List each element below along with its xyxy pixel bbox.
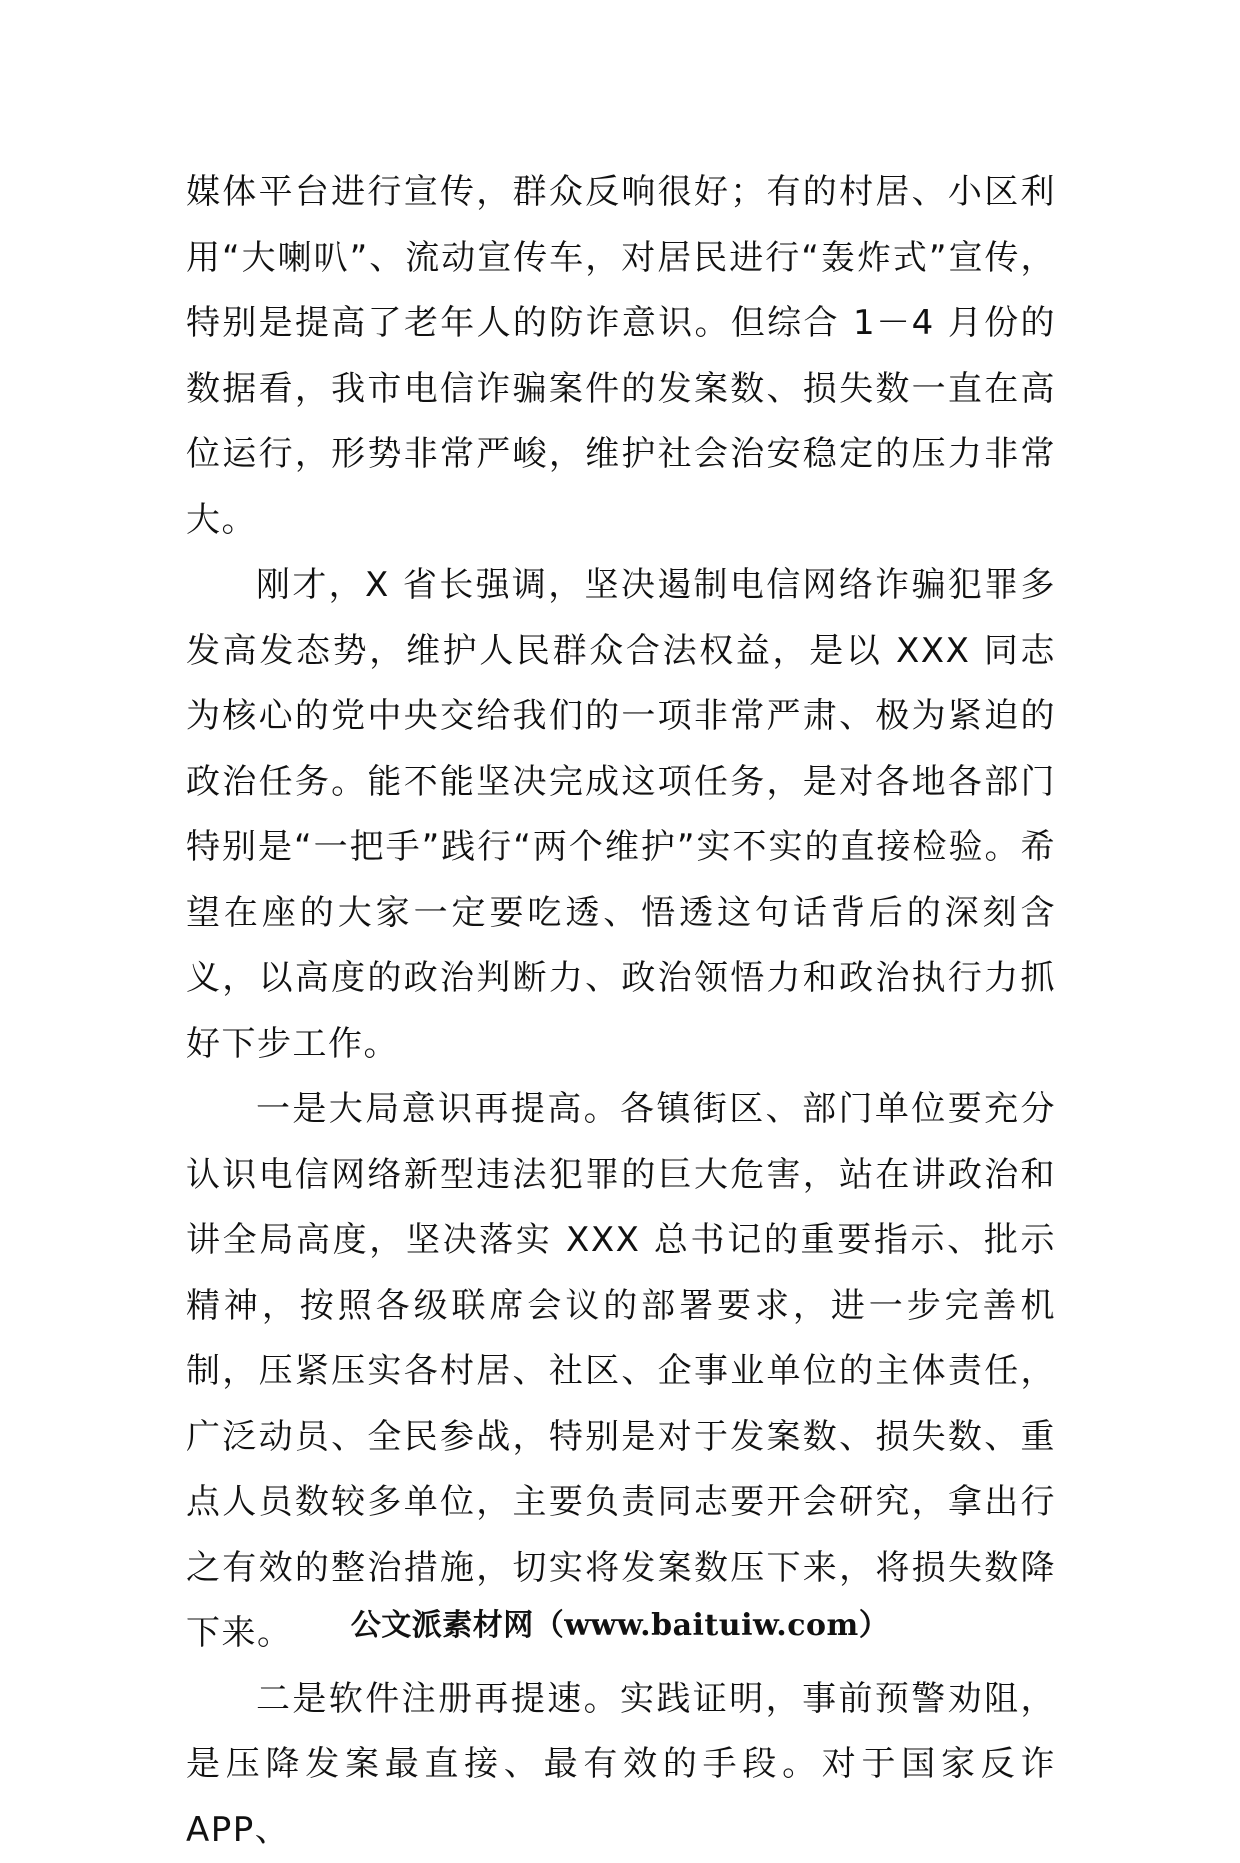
paragraph-4: 二是软件注册再提速。实践证明，事前预警劝阻，是压降发案最直接、最有效的手段。对于国家反诈 APP、 xyxy=(186,1667,1056,1863)
footer-source: 公文派素材网（www.baituiw.com） xyxy=(0,1600,1240,1644)
paragraph-2: 刚才，X 省长强调，坚决遏制电信网络诈骗犯罪多发高发态势，维护人民群众合法权益，是以 XXX 同志为核心的党中央交给我们的一项非常严肃、极为紧迫的政治任务。能不能坚决完成这项任务，是对各地各部门特别是“一把手”践行“两个维护”实不实的直接检验。希望在座的大家一定要吃透、悟透这句话背后的深刻含义，以高度的政治判断力、政治领悟力和政治执行力抓好下步工作。 xyxy=(186,553,1056,1077)
paragraph-3: 一是大局意识再提高。各镇街区、部门单位要充分认识电信网络新型违法犯罪的巨大危害，站在讲政治和讲全局高度，坚决落实 XXX 总书记的重要指示、批示精神，按照各级联席会议的部署要求，进一步完善机制，压紧压实各村居、社区、企事业单位的主体责任，广泛动员、全民参战，特别是对于发案数、损失数、重点人员数较多单位，主要负责同志要开会研究，拿出行之有效的整治措施，切实将发案数压下来，将损失数降下来。 xyxy=(186,1077,1056,1667)
paragraph-1: 媒体平台进行宣传，群众反响很好；有的村居、小区利用“大喇叭”、流动宣传车，对居民进行“轰炸式”宣传，特别是提高了老年人的防诈意识。但综合 1－4 月份的数据看，我市电信诈骗案件的发案数、损失数一直在高位运行，形势非常严峻，维护社会治安稳定的压力非常大。 xyxy=(186,160,1056,553)
